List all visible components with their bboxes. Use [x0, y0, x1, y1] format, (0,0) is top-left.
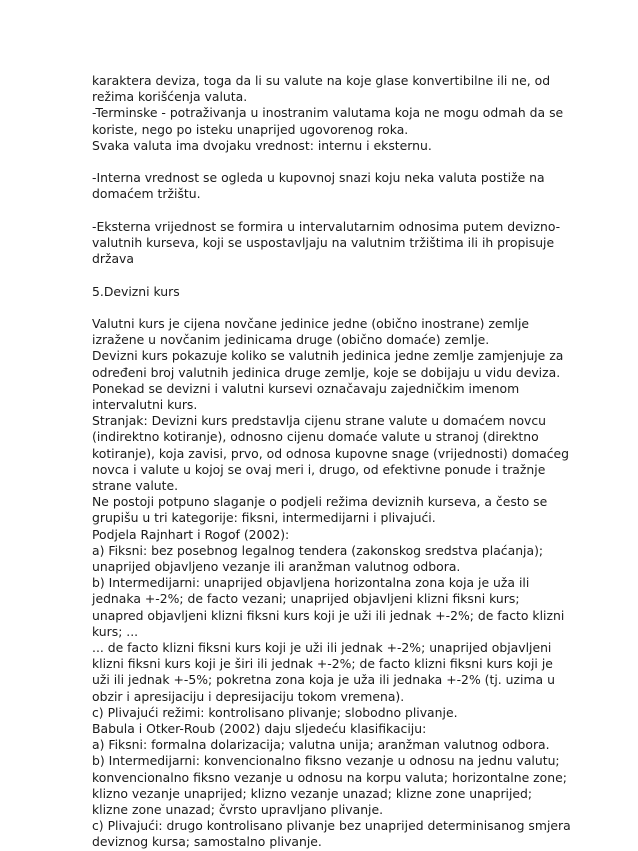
text-line: uži ili jednak +-5%; pokretna zona koja je uža ili jednaka +-2% (tj. uzima u [92, 672, 555, 688]
text-line: a) Fiksni: formalna dolarizacija; valutna unija; aranžman valutnog odbora. [92, 737, 550, 753]
text-line: izražene u novčanim jedinicama druge (obično domaće) zemlje. [92, 332, 490, 348]
text-line: jednaka +-2%; de facto vezani; unaprijed objavljeni klizni fiksni kurs; [92, 591, 520, 607]
text-line: b) Intermedijarni: unaprijed objavljena horizontalna zona koja je uža ili [92, 575, 530, 591]
text-line: kotiranje), koja zavisi, prvo, od odnosa kupovne snage (vrijednosti) domaćeg [92, 445, 570, 461]
text-line: klizno vezanje unaprijed; klizno vezanje unazad; klizne zone unaprijed; [92, 785, 533, 801]
text-line: konvencionalno fiksno vezanje u odnosu na korpu valuta; horizontalne zone; [92, 769, 567, 785]
text-line: Babula i Otker-Roub (2002) daju sljedeću klasifikaciju: [92, 721, 427, 737]
text-line: valutnih kurseva, koji se uspostavljaju na valutnim tržištima ili ih propisuje [92, 235, 555, 250]
text-line: obzir i apresijaciju i depresijaciju tokom vremena). [92, 688, 405, 704]
text-line: b) Intermedijarni: konvencionalno fiksno vezanje u odnosu na jednu valutu; [92, 753, 560, 769]
paragraph [92, 170, 562, 202]
text-line: strane valute. [92, 478, 179, 494]
text-line: Ne postoji potpuno slaganje o podjeli režima deviznih kurseva, a često se [92, 494, 548, 510]
text-line: a) Fiksni: bez posebnog legalnog tendera (zakonskog sredstva plaćanja); [92, 542, 544, 558]
text-line: grupišu u tri kategorije: fiksni, intermedijarni i plivajući. [92, 510, 436, 526]
paragraph-spacer [92, 267, 562, 283]
text-line: klizni fiksni kurs koji je širi ili jednak +-2%; de facto klizni fiksni kurs koji je [92, 656, 553, 672]
text-line: domaćem tržištu. [92, 186, 201, 202]
paragraph-spacer [92, 154, 562, 170]
paragraph-spacer [92, 300, 562, 316]
text-line: ... de facto klizni fiksni kurs koji je uži ili jednak +-2%; unaprijed objavljeni [92, 640, 552, 656]
text-line: unapred objavljeni klizni fiksni kurs koji je uži ili jednak +-2%; de facto klizni [92, 607, 565, 623]
text-line: režima korišćenja valuta. [92, 89, 248, 105]
text-line: Valutni kurs je cijena novčane jedinice jedne (obično inostrane) zemlje [92, 315, 530, 331]
text-line: Podjela Rajnhart i Rogof (2002): [92, 526, 290, 542]
text-line: -Terminske - potraživanja u inostranim valutama koja ne mogu odmah da se [92, 105, 564, 121]
text-line: određeni broj valutnih jedinica druge zemlje, koje se dobijaju u vidu deviza. [92, 364, 561, 380]
text-line: c) Plivajući režimi: kontrolisano plivanje; slobodno plivanje. [92, 704, 458, 720]
text-line: država [92, 251, 134, 267]
text-line: Svaka valuta ima dvojaku vrednost: internu i eksternu. [92, 137, 432, 153]
text-line: klizne zone unazad; čvrsto upravljano plivanje. [92, 802, 384, 818]
text-line: -Interna vrednost se ogleda u kupovnoj snazi koju neka valuta postiže na [92, 170, 545, 186]
text-line: Ponekad se devizni i valutni kursevi označavaju zajedničkim imenom [92, 380, 520, 396]
text-line: deviznog kursa; samostalno plivanje. [92, 834, 322, 850]
text-line: Devizni kurs pokazuje koliko se valutnih jedinica jedne zemlje zamjenjuje za [92, 348, 564, 364]
section-heading [92, 284, 562, 300]
paragraph [92, 219, 562, 268]
text-line: karaktera deviza, toga da li su valute na koje glase konvertibilne ili ne, od [92, 73, 551, 88]
paragraph [92, 73, 562, 154]
text-line: novca i valute u kojoj se ovaj meri i, drugo, od efektivne ponude i tražnje [92, 461, 546, 477]
text-line: c) Plivajući: drugo kontrolisano plivanje bez unaprijed determinisanog smjera [92, 818, 571, 834]
text-line: unaprijed objavljeno vezanje ili aranžman valutnog odbora. [92, 559, 461, 575]
document-body [92, 73, 571, 851]
text-line: (indirektno kotiranje), odnosno cijenu domaće valute u stranoj (direktno [92, 429, 539, 445]
text-line: Stranjak: Devizni kurs predstavlja cijenu strane valute u domaćem novcu [92, 413, 547, 429]
text-line: kurs; ... [92, 623, 139, 639]
text-line: koriste, nego po isteku unaprijed ugovorenog roka. [92, 121, 409, 137]
text-line: intervalutni kurs. [92, 397, 198, 412]
paragraph-spacer [92, 203, 562, 219]
text-line: -Eksterna vrijednost se formira u intervalutarnim odnosima putem devizno- [92, 218, 561, 234]
heading-text: 5.Devizni kurs [92, 283, 180, 299]
paragraph [92, 315, 571, 851]
